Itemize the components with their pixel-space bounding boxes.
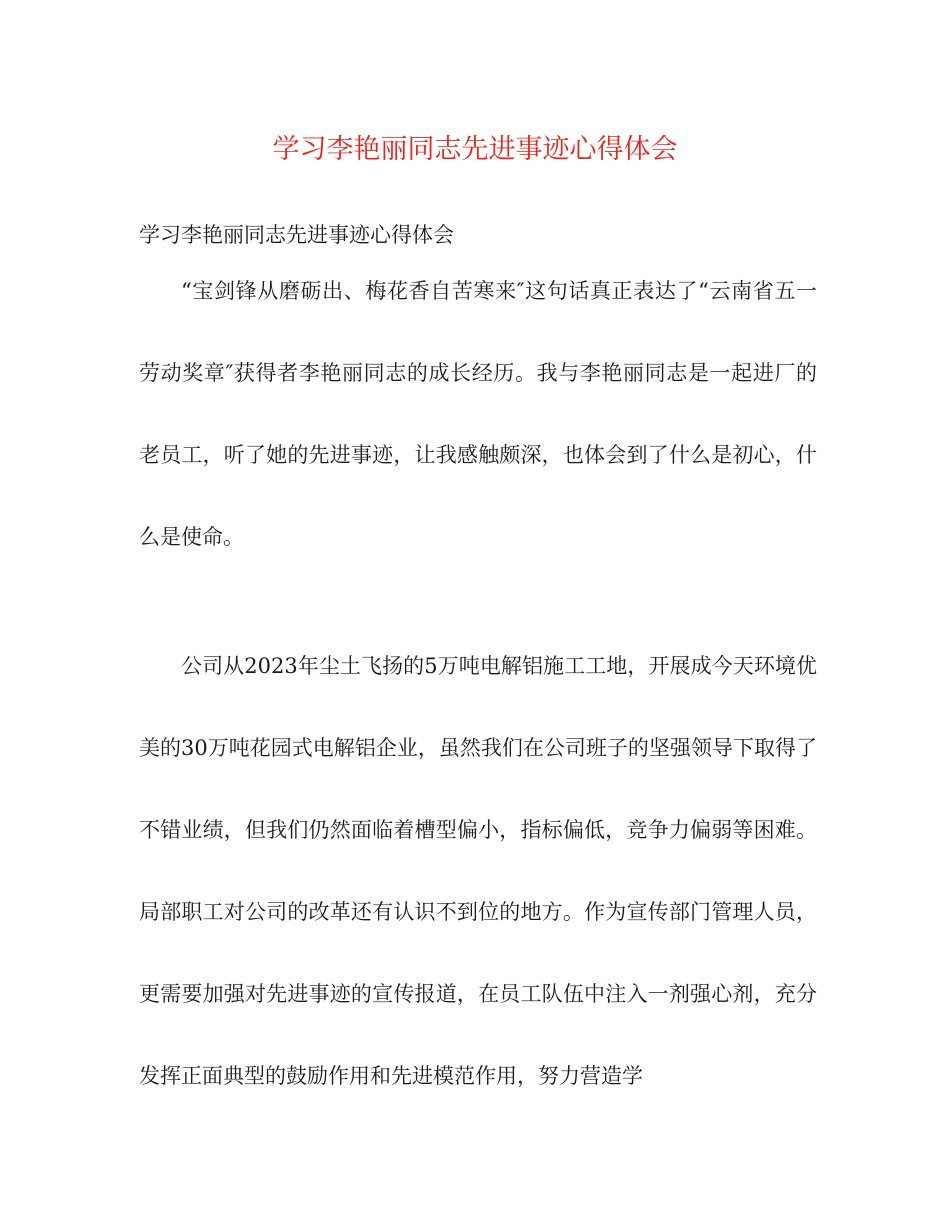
- document-subtitle: 学习李艳丽同志先进事迹心得体会: [139, 223, 454, 247]
- body-paragraph-1: “宝剑锋从磨砺出、梅花香自苦寒来″这句话真正表达了“云南省五一劳动奖章″获得者李艳丽同志的成长经历。我与李艳丽同志是一起进厂的老员工，听了她的先进事迹，让我感触颇深，也体会到了什么是初心，什么是使命。: [139, 279, 817, 549]
- body-paragraph-2: 公司从2023年尘土飞扬的5万吨电解铝施工工地，开展成今天环境优美的30万吨花园式电解铝企业，虽然我们在公司班子的坚强领导下取得了不错业绩，但我们仍然面临着槽型偏小，指标偏低，竞争力偏弱等困难。局部职工对公司的改革还有认识不到位的地方。作为宣传部门管理人员，更需要加强对先进事迹的宣传报道，在员工队伍中注入一剂强心剂，充分发挥正面典型的鼓励作用和先进模范作用，努力营造学: [139, 654, 817, 1088]
- document-title: 学习李艳丽同志先进事迹心得体会: [272, 134, 678, 165]
